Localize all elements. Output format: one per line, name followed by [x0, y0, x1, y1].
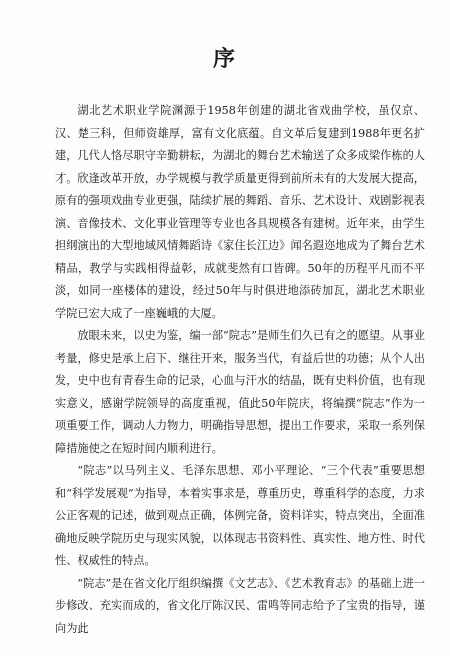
paragraph-3: “院志”以马列主义、毛泽东思想、邓小平理论、“三个代表”重要思想和“科学发展观”为指导，本着实事求是，尊重历史，尊重科学的态度，力求公正客观的记述，做到观点正确，体例完备，资料详实，特点突出，全面准确地反映学院历史与现实风貌，以体现志书资料性、真实性、地方性、时代性、权威性的特点。: [55, 464, 425, 567]
paragraph-2: 放眼未来，以史为鉴，编一部“院志”是师生们久已有之的愿望。从事业考量，修史是承上启下、继往开来，服务当代，有益后世的功德；从个人出发，史中也有青春生命的记录，心血与汗水的结晶，既有史料价值，也有现实意义，感谢学院领导的高度重视，值此50年院庆，将编撰“院志”作为一项重要工作，调动人力物力，明确指导思想，提出工作要求，采取一系列保障措施使之在短时间内顺利进行。: [55, 329, 425, 455]
body-text: [55, 100, 425, 640]
paragraph-1: 湖北艺术职业学院渊源于1958年创建的湖北省戏曲学校，虽仅京、汉、楚三科，但师资雄厚，富有文化底蕴。自文革后复建到1988年更名扩建，几代人恪尽职守辛勤耕耘，为湖北的舞台艺术输送了众多成梁作栋的人才。欣逢改革开放，办学规模与教学质量更得到前所未有的大发展大提高，原有的强项戏曲专业更强，陆续扩展的舞蹈、音乐、艺术设计、戏剧影视表演、音像技术、文化事业管理等专业也各具规模各有建树。近年来，由学生担纲演出的大型地域风情舞蹈诗《家住长江边》闻名遐迩地成为了舞台艺术精品，教学与实践相得益彰，成就斐然有口皆碑。50年的历程平凡而不平淡，如同一座楼体的建设，经过50年与时俱进地添砖加瓦，湖北艺术职业学院已宏大成了一座巍峨的大厦。: [55, 104, 425, 320]
paragraph-4: “院志”是在省文化厅组织编撰《文艺志》、《艺术教育志》的基础上进一步修改、充实而成的，省文化厅陈汉民、雷鸣等同志给予了宝贵的指导，谨向为此: [55, 576, 425, 635]
page-title: 序: [212, 47, 237, 72]
